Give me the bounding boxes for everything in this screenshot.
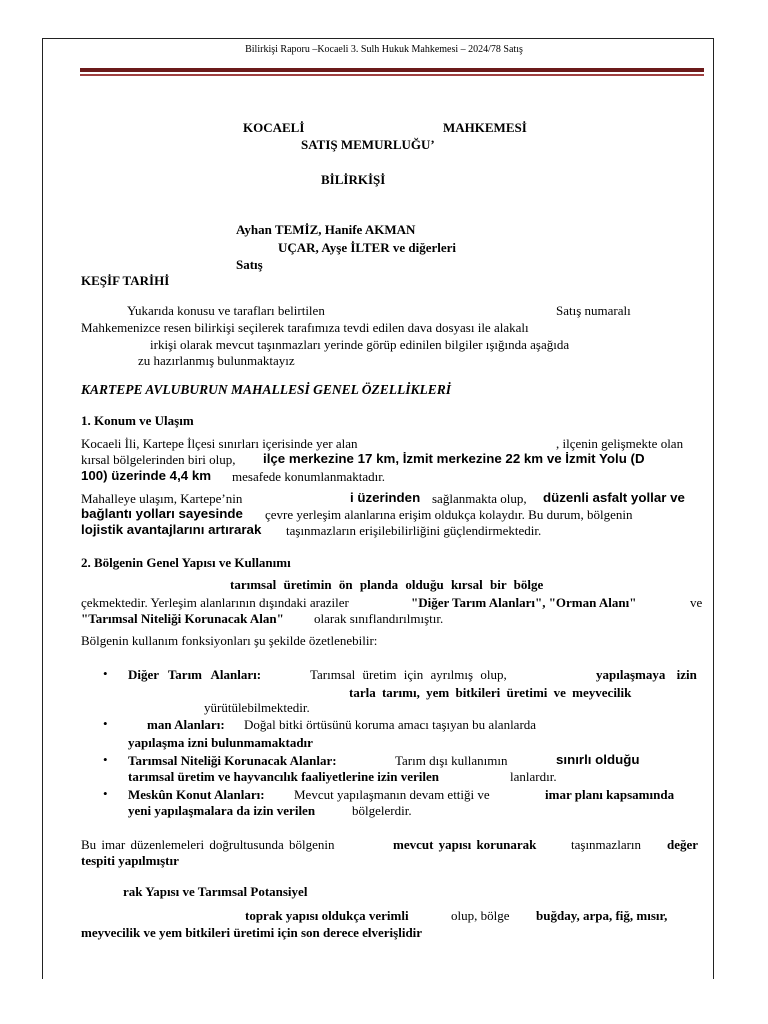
expert-title: BİLİRKİŞİ <box>321 172 386 187</box>
b3-l2a: tarımsal üretim ve hayvancılık faaliyetlerine izin verilen <box>128 769 439 784</box>
s2-p3-l1b: mevcut yapısı korunarak <box>393 837 537 852</box>
s1-p2-l1a: Mahalleye ulaşım, Kartepe’nin <box>81 491 243 506</box>
parties-line-3: Satış <box>236 257 263 272</box>
bullet-dot: • <box>103 666 108 681</box>
s2-p1-l2c: ve <box>690 595 703 610</box>
bullet-dot: • <box>103 716 108 731</box>
s3-heading: rak Yapısı ve Tarımsal Potansiyel <box>123 884 308 899</box>
s1-p2-l2a: bağlantı yolları sayesinde <box>81 506 243 521</box>
b2-l1b: Doğal bitki örtüsünü koruma amacı taşıyan bu alanlarda <box>244 717 537 732</box>
s1-p2-l1b: i üzerinden <box>350 490 421 505</box>
s1-p2-l3b: taşınmazların erişilebilirliğini güçlendirmektedir. <box>286 523 542 538</box>
b3-l1b: Tarım dışı kullanımın <box>395 753 508 768</box>
bullet-dot: • <box>103 786 108 801</box>
parties-line-2: UÇAR, Ayşe İLTER ve diğerleri <box>278 240 457 255</box>
court-name: MAHKEMESİ <box>443 120 527 135</box>
s1-p1-l1a: Kocaeli İli, Kartepe İlçesi sınırları içerisinde yer alan <box>81 436 358 451</box>
sales-office: SATIŞ MEMURLUĞU’ <box>301 137 435 152</box>
header-rule <box>80 68 704 72</box>
b3-l2b: lanlardır. <box>510 769 557 784</box>
b4-l2a: yeni yapılaşmalara da izin verilen <box>128 803 316 818</box>
s2-p3-l1d: değer <box>667 837 699 852</box>
s2-p1-l2a: çekmektedir. Yerleşim alanlarının dışındaki araziler <box>81 595 349 610</box>
b3-l1c: sınırlı olduğu <box>556 752 640 767</box>
s3-l1c: buğday, arpa, fiğ, mısır, <box>536 908 668 923</box>
inspection-date-label: KEŞİF TARİHİ <box>81 273 170 288</box>
b4-l2b: bölgelerdir. <box>352 803 412 818</box>
b1-l1c: yapılaşmaya izin <box>596 667 697 682</box>
court-city: KOCAELİ <box>243 120 305 135</box>
b1-l2: tarla tarımı, yem bitkileri üretimi ve meyvecilik <box>349 685 632 700</box>
parties-line-1: Ayhan TEMİZ, Hanife AKMAN <box>236 222 416 237</box>
s1-p1-l1b: , ilçenin gelişmekte olan <box>556 436 684 451</box>
b3-l1a: Tarımsal Niteliği Korunacak Alanlar: <box>128 753 337 768</box>
s1-p2-l1d: düzenli asfalt yollar ve <box>543 490 685 505</box>
s1-p2-l2b: çevre yerleşim alanlarına erişim oldukça kolaydır. Bu durum, bölgenin <box>265 507 633 522</box>
s1-p1-l3a: 100) üzerinde 4,4 km <box>81 468 212 483</box>
s1-p2-l3a: lojistik avantajlarını artırarak <box>81 522 262 537</box>
b2-l2: yapılaşma izni bulunmamaktadır <box>128 735 313 750</box>
running-header: Bilirkişi Raporu –Kocaeli 3. Sulh Hukuk Mahkemesi – 2024/78 Satış <box>245 44 523 55</box>
s2-p1-l2b: "Diğer Tarım Alanları", "Orman Alanı" <box>411 595 637 610</box>
s3-l1b: olup, bölge <box>451 908 510 923</box>
s2-p1-l3b: olarak sınıflandırılmıştır. <box>314 611 444 626</box>
s1-p2-l1c: sağlanmakta olup, <box>432 491 527 506</box>
b1-l1b: Tarımsal üretim için ayrılmış olup, <box>310 667 507 682</box>
b4-l1c: imar planı kapsamında <box>545 787 675 802</box>
b1-l1a: Diğer Tarım Alanları: <box>128 667 262 682</box>
section-title: KARTEPE AVLUBURUN MAHALLESİ GENEL ÖZELLİKLERİ <box>81 382 452 397</box>
b1-l3: yürütülebilmektedir. <box>204 700 310 715</box>
s1-heading: 1. Konum ve Ulaşım <box>81 413 194 428</box>
b2-l1a: man Alanları: <box>147 717 225 732</box>
intro-line-2: Mahkemenizce resen bilirkişi seçilerek tarafımıza tevdi edilen dava dosyası ile alakalı <box>81 320 529 335</box>
s2-p3-l2: tespiti yapılmıştır <box>81 853 179 868</box>
s3-l1a: toprak yapısı oldukça verimli <box>245 908 409 923</box>
s2-p3-l1a: Bu imar düzenlemeleri doğrultusunda bölgenin <box>81 837 335 852</box>
s1-p1-l2b: ilçe merkezine 17 km, İzmit merkezine 22 km ve İzmit Yolu (D <box>263 451 645 466</box>
b4-l1b: Mevcut yapılaşmanın devam ettiği ve <box>294 787 490 802</box>
s3-l2: meyvecilik ve yem bitkileri üretimi için son derece elverişlidir <box>81 925 423 940</box>
s2-p3-l1c: taşınmazların <box>571 837 642 852</box>
intro-line-1a: Yukarıda konusu ve tarafları belirtilen <box>127 303 325 318</box>
header-rule-thin <box>80 74 704 76</box>
s2-p2: Bölgenin kullanım fonksiyonları şu şekilde özetlenebilir: <box>81 633 378 648</box>
s2-heading: 2. Bölgenin Genel Yapısı ve Kullanımı <box>81 555 291 570</box>
s1-p1-l2a: kırsal bölgelerinden biri olup, <box>81 452 236 467</box>
intro-line-4: zu hazırlanmış bulunmaktayız <box>138 353 295 368</box>
s2-p1-l3a: "Tarımsal Niteliği Korunacak Alan" <box>81 611 284 626</box>
intro-line-3: irkişi olarak mevcut taşınmazları yerinde görüp edinilen bilgiler ışığında aşağıda <box>150 337 570 352</box>
b4-l1a: Meskûn Konut Alanları: <box>128 787 265 802</box>
bullet-dot: • <box>103 752 108 767</box>
s2-p1-l1: tarımsal üretimin ön planda olduğu kırsal bir bölge <box>230 577 544 592</box>
intro-line-1b: Satış numaralı <box>556 303 631 318</box>
s1-p1-l3b: mesafede konumlanmaktadır. <box>232 469 386 484</box>
